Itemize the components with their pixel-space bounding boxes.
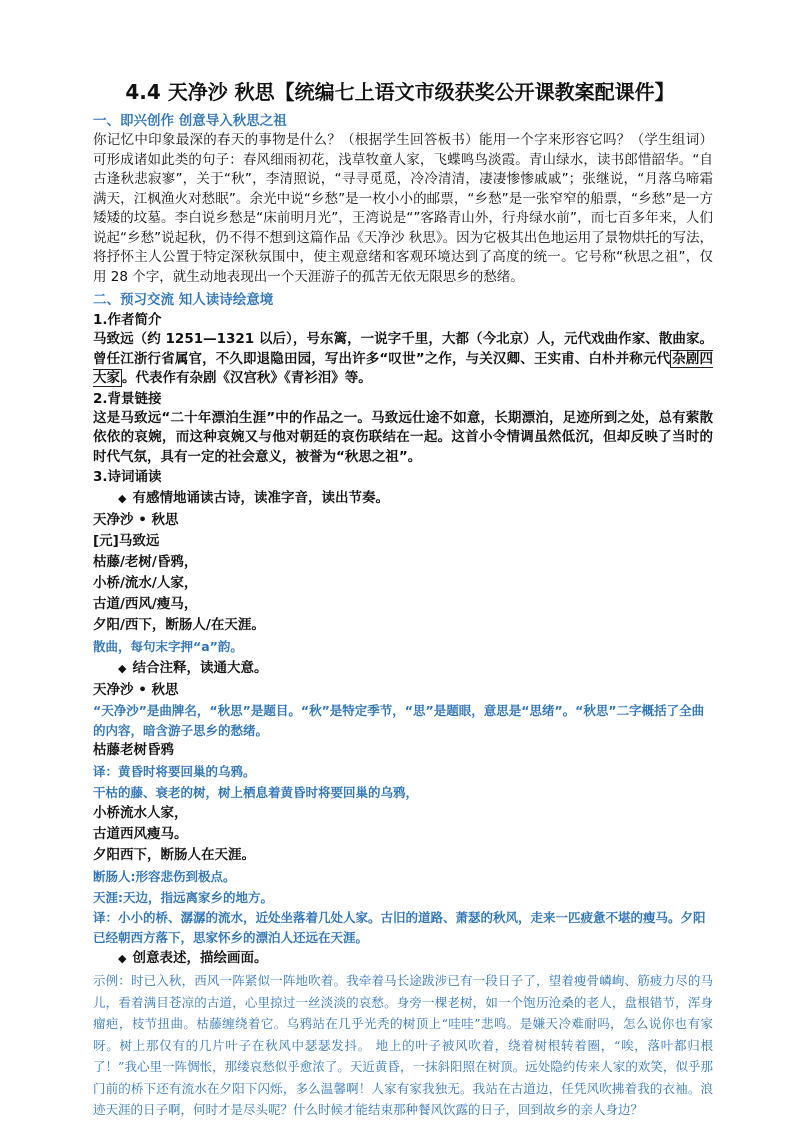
diamond-bullet-icon: ◆ — [118, 952, 127, 965]
verse-line: 古道西风瘦马。 — [93, 826, 188, 842]
document-title: 4.4 天净沙 秋思【统编七上语文市级获奖公开课教案配课件】 — [125, 80, 675, 104]
diamond-bullet-icon: ◆ — [118, 662, 127, 675]
bullet-read-aloud — [93, 487, 713, 510]
annotation-note: 断肠人:形容悲伤到极点。 — [93, 869, 236, 884]
author-intro-heading: 1.作者简介 — [93, 312, 162, 328]
title-note: “天净沙”是曲牌名，“秋思”是题目。“秋”是特定季节，“思”是题眼，意思是“思绪”。“秋思”二字概括了全曲的内容，暗含游子思乡的愁绪。 — [93, 703, 705, 738]
boxed-term: 杂剧四大家 — [93, 350, 713, 386]
bullet-annotations-text: 结合注释，读通大意。 — [132, 660, 268, 676]
poem-line: 古道/西风/瘦马， — [93, 596, 198, 612]
poem-line: 夕阳/西下，断肠人/在天涯。 — [93, 617, 265, 633]
translation-paragraph: 译：小小的桥、潺潺的流水，近处坐落着几处人家。古旧的道路、萧瑟的秋风，走来一匹疲惫不堪的瘦马。夕阳已经朝西方落下，思家怀乡的漂泊人还远在天涯。 — [93, 910, 706, 945]
document-body — [93, 111, 713, 1121]
section-heading-1: 一、即兴创作 创意导入秋思之祖 — [93, 113, 287, 129]
annotation-note: 天涯:天边，指远离家乡的地方。 — [93, 890, 273, 905]
bullet-annotations — [93, 657, 713, 680]
example-paragraph: 示例：时已入秋，西风一阵紧似一阵地吹着。我牵着马长途跋涉已有一段日子了，望着瘦骨嶙峋、筋疲力尽的马儿，看着满目苍凉的古道，心里掠过一丝淡淡的哀愁。身旁一棵老树，如一个饱历沧桑的老人，盘根错节，浑身瘤疤，枝节扭曲。枯藤缠绕着它。乌鸦站在几乎光秃的树顶上“哇哇”悲鸣。是嫌天冷难耐吗，怎么说你也有家呀。树上那仅有的几片叶子在秋风中瑟瑟发抖。 地上的叶子被风吹着，绕着树根转着圈，“唉，落叶都归根了！”我心里一阵惆怅，那缕哀愁似乎愈浓了。天近黄昏，一抹斜阳照在树顶。远处隐约传来人家的欢笑，似乎那门前的桥下还有流水在夕阳下闪烁，多么温馨啊！人家有家我独无。我站在古道边，任凭风吹拂着我的衣袖。浪迹天涯的日子啊，何时才是尽头呢？什么时候才能结束那种餐风饮露的日子，回到故乡的亲人身边？ — [93, 973, 713, 1117]
author-intro-paragraph — [93, 330, 713, 389]
section-heading-2: 二、预习交流 知人读诗绘意境 — [93, 292, 274, 308]
poem-line: 天净沙 • 秋思 — [93, 512, 179, 528]
reading-heading: 3.诗词诵读 — [93, 469, 162, 485]
verse-line: 小桥流水人家， — [93, 805, 188, 821]
rhyme-note: 散曲，每句末字押“a”韵。 — [93, 639, 243, 654]
verse-line: 枯藤老树昏鸦 — [93, 742, 174, 758]
author-intro-text-a: 马致远（约 1251—1321 以后），号东篱，一说字千里，大都（今北京）人，元代戏曲作家、散曲家。曾任江浙行省属官，不久即退隐田园，写出许多“叹世”之作，与关汉卿、王实甫、白朴并称元代 — [93, 331, 713, 367]
background-paragraph: 这是马致远“二十年漂泊生涯”中的作品之一。马致远仕途不如意，长期漂泊，足迹所到之处，总有萦散依依的哀婉，而这种哀婉又与他对朝廷的哀伤联结在一起。这首小令情调虽然低沉，但却反映了当时的时代气氛，具有一定的社会意义，被誉为“秋思之祖”。 — [93, 409, 713, 465]
translation-line: 干枯的藤、衰老的树，树上栖息着黄昏时将要回巢的乌鸦， — [93, 785, 419, 800]
poem-line: 枯藤/老树/昏鸦， — [93, 554, 198, 570]
poem-title-line: 天净沙 • 秋思 — [93, 682, 179, 698]
bullet-creative — [93, 947, 713, 970]
verse-line: 夕阳西下，断肠人在天涯。 — [93, 847, 255, 863]
translation-line: 译：黄昏时将要回巢的乌鸦。 — [93, 764, 256, 779]
intro-paragraph: 你记忆中印象最深的春天的事物是什么？（根据学生回答板书）能用一个字来形容它吗？（学生组词）可形成诸如此类的句子：春风细雨初花，浅草牧童人家，飞蝶鸣鸟淡霞。青山绿水，读书郎惜韶华。“自古逢秋悲寂寥”，关于“秋”，李清照说，“寻寻觅觅，冷冷清清，凄凄惨惨戚戚”；张继说，“月落乌啼霜满天，江枫渔火对愁眠”。余光中说“乡愁”是一枚小小的邮票，“乡愁”是一张窄窄的船票，“乡愁”是一方矮矮的坟墓。李白说乡愁是“床前明月光”，王湾说是“”客路青山外，行舟绿水前”，而七百多年来，人们说起“乡愁”说起秋，仍不得不想到这篇作品《天净沙 秋思》。因为它极其出色地运用了景物烘托的写法，将抒怀主人公置于特定深秋氛围中，使主观意绪和客观环境达到了高度的统一。它号称“秋思之祖”，仅用 28 个字，就生动地表现出一个天涯游子的孤苦无依无限思乡的愁绪。 — [93, 132, 713, 285]
author-intro-text-b: 。代表作有杂剧《汉宫秋》《青衫泪》等。 — [122, 370, 372, 386]
diamond-bullet-icon: ◆ — [118, 492, 127, 505]
poem-line: [元]马致远 — [93, 533, 160, 549]
background-heading: 2.背景链接 — [93, 390, 162, 407]
bullet-creative-text: 创意表述，描绘画面。 — [132, 950, 268, 966]
poem-line: 小桥/流水/人家， — [93, 575, 198, 591]
bullet-read-aloud-text: 有感情地诵读古诗，读准字音，读出节奏。 — [132, 490, 389, 506]
